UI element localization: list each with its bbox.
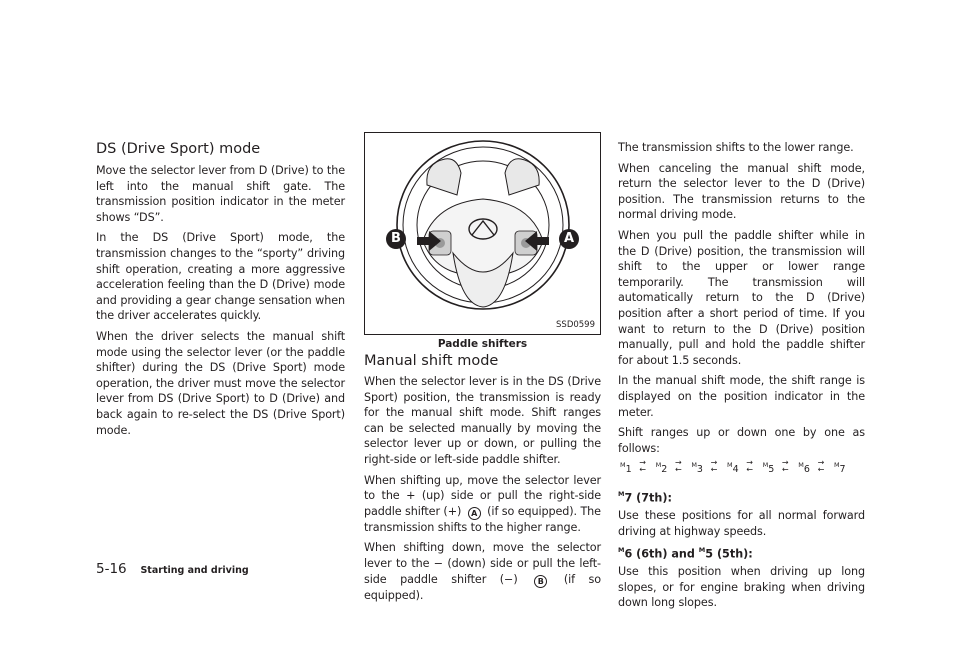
- paragraph: Use these positions for all normal forward driving at highway speeds.: [618, 509, 865, 538]
- shift-arrows-icon: [707, 459, 721, 473]
- gear-prefix: M: [691, 461, 697, 470]
- shift-arrows-icon: [778, 459, 792, 473]
- paragraph: The transmission shifts to the lower range.: [618, 141, 854, 154]
- subheading-text: 5 (5th):: [705, 547, 753, 561]
- figure-paddle-shifters: [364, 132, 601, 335]
- arrow-right-icon: →: [781, 458, 789, 468]
- arrow-left-icon: ←: [781, 465, 789, 475]
- subheading-text: 7 (7th):: [624, 492, 672, 506]
- paragraph-text: (if so equipped).: [364, 572, 602, 602]
- paragraph: When the selector lever is in the DS (Drive Sport) position, the transmission is ready for the manual shift mode. Shift ranges can be selected manually by moving the selector lever up or down, or pulling the right-side or left-side paddle shifter.: [364, 375, 601, 466]
- page-number: 5-16: [96, 561, 127, 577]
- arrow-right-icon: →: [817, 458, 825, 468]
- gear-prefix: M: [698, 546, 706, 555]
- shift-arrows-icon: [814, 459, 828, 473]
- gear-label: [727, 462, 739, 475]
- middle-column: [364, 352, 601, 608]
- paragraph: Use this position when driving up long slopes, or for engine braking when driving down long slopes.: [618, 564, 865, 610]
- gear-prefix: M: [726, 461, 733, 470]
- paragraph: When the driver selects the manual shift mode using the selector lever (or the paddle shifter) during the DS (Drive Sport) mode operation, the driver must move the selector lever from DS (Drive Sport) to D (Drive) and back again to re-select the DS (Drive Sport) mode.: [96, 329, 345, 437]
- paragraph-text: When shifting up, move the selector lever to the + (up) side or pull the right-side paddle shifter (+): [364, 473, 601, 518]
- gear-label: [763, 462, 775, 475]
- gear-label: [620, 462, 632, 475]
- callout-a: A: [559, 229, 579, 249]
- gear-prefix: M: [798, 461, 804, 470]
- gear-label: [691, 462, 703, 475]
- arrow-left-icon: ←: [639, 465, 646, 475]
- gear-number: 4: [732, 464, 739, 476]
- shift-arrows-icon: [743, 459, 757, 473]
- shift-sequence: [620, 458, 865, 480]
- circle-b-icon: B: [534, 575, 547, 588]
- section-heading-ds-mode: DS (Drive Sport) mode: [96, 141, 261, 157]
- subheading-text: 6 (6th) and: [624, 547, 699, 561]
- paragraph: [364, 473, 601, 536]
- arrow-right-icon: →: [746, 458, 753, 468]
- section-heading-manual-shift: Manual shift mode: [364, 353, 499, 369]
- gear-number: 2: [661, 464, 668, 476]
- gear-prefix: M: [618, 490, 625, 499]
- gear-label: [656, 462, 668, 475]
- paragraph: In the manual shift mode, the shift range is displayed on the position indicator in the meter.: [618, 374, 865, 419]
- shift-arrows-icon: [636, 459, 650, 473]
- page-footer: [96, 561, 249, 577]
- callout-b: B: [386, 229, 406, 249]
- arrow-left-icon: ←: [817, 465, 825, 475]
- right-column: [618, 140, 865, 616]
- paragraph: Shift ranges up or down one by one as follows:: [618, 426, 865, 455]
- arrow-left-icon: ←: [674, 465, 682, 475]
- gear-prefix: M: [833, 461, 840, 470]
- paragraph: In the DS (Drive Sport) mode, the transmission changes to the “sporty” driving shift operation, creating a more aggressive acceleration feeling than the D (Drive) mode and providing a gear change sensation when the driver accelerates quickly.: [96, 231, 345, 323]
- paragraph-text: When shifting down, move the selector lever to the − (down) side or pull the left-side paddle shifter (−): [364, 541, 601, 586]
- subheading-7th: [618, 488, 865, 506]
- gear-number: 7: [839, 464, 846, 476]
- subheading-6th-5th: [618, 544, 865, 562]
- figure-code: SSD0599: [556, 320, 595, 330]
- paragraph-text: (if so equipped). The transmission shifts to the higher range.: [364, 504, 601, 534]
- gear-prefix: M: [655, 461, 662, 470]
- paragraph: Move the selector lever from D (Drive) to the left into the manual shift gate. The transmission position indicator in the meter shows “DS”.: [96, 164, 345, 224]
- section-name: Starting and driving: [140, 565, 249, 576]
- gear-number: 3: [696, 464, 703, 476]
- arrow-right-icon: →: [639, 458, 646, 468]
- gear-label: [798, 462, 810, 475]
- gear-number: 1: [625, 464, 632, 476]
- figure-caption: Paddle shifters: [437, 338, 528, 350]
- gear-number: 5: [768, 464, 775, 476]
- arrow-left-icon: ←: [746, 465, 753, 475]
- gear-number: 6: [803, 464, 810, 476]
- gear-prefix: M: [620, 461, 626, 470]
- arrow-left-icon: ←: [710, 465, 718, 475]
- gear-label: [834, 462, 846, 475]
- arrow-right-icon: →: [710, 458, 718, 468]
- paragraph: When canceling the manual shift mode, return the selector lever to the D (Drive) position. The transmission returns to the normal driving mode.: [618, 161, 865, 222]
- gear-prefix: M: [762, 461, 769, 470]
- arrow-right-icon: →: [674, 458, 682, 468]
- shift-arrows-icon: [671, 459, 685, 473]
- left-column: [96, 140, 345, 443]
- circle-a-icon: A: [468, 507, 481, 520]
- gear-prefix: M: [618, 546, 625, 555]
- paragraph: When you pull the paddle shifter while in the D (Drive) position, the transmission will shift to the upper or lower range temporarily. The transmission will automatically return to the D (Drive) position after a short period of time. If you want to return to the D (Drive) position manually, pull and hold the paddle shifter for about 1.5 seconds.: [618, 228, 865, 367]
- paragraph: [364, 540, 601, 603]
